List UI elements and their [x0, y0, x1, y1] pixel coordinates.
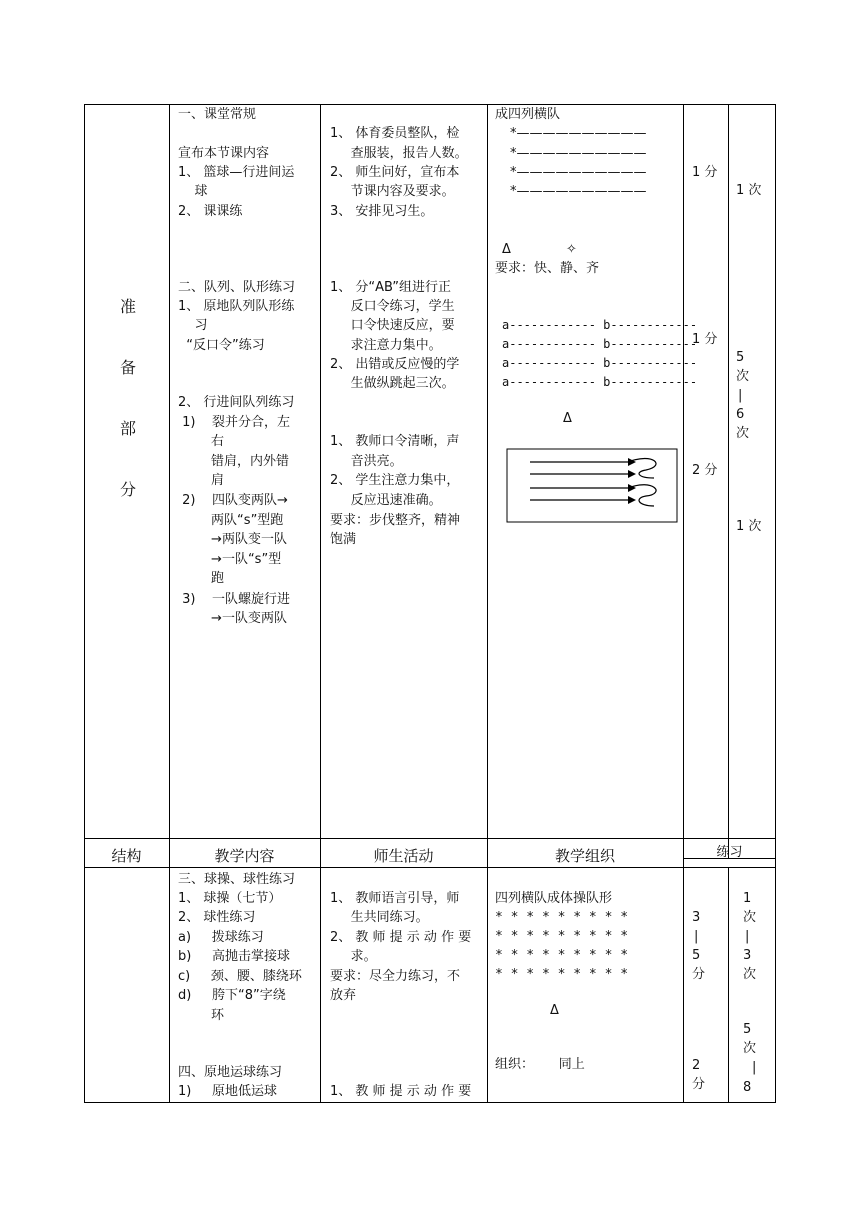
- activity-line: 1、 教师口令清晰，声: [330, 434, 460, 449]
- content-heading: 四、原地运球练习: [178, 1065, 283, 1080]
- time-value: 1 分: [692, 332, 718, 347]
- formation-row: *——————————: [510, 165, 647, 180]
- activity-line: 1、 教 师 提 示 动 作 要: [330, 1084, 472, 1099]
- content-line: 2、 课课练: [178, 204, 243, 219]
- content-line: 1、 球操（七节）: [178, 891, 282, 906]
- header-structure: 结构: [111, 847, 142, 865]
- formation-row: *——————————: [510, 184, 647, 199]
- formation-stars: * * * * * * * * *: [495, 967, 629, 982]
- col-divider: [728, 867, 729, 1103]
- content-line: 1) 裂并分合，左: [178, 415, 291, 430]
- time-value: 5: [692, 948, 701, 963]
- col-divider: [487, 104, 488, 1103]
- formation-stars: * * * * * * * * *: [495, 948, 629, 963]
- content-line: →两队变一队: [178, 532, 287, 547]
- ab-row: a------------ b------------: [502, 318, 698, 332]
- content-line: “反口令”练习: [178, 338, 265, 353]
- reps-value: 次: [736, 426, 750, 441]
- time-value: 分: [692, 1077, 706, 1092]
- reps-value: 1 次: [736, 519, 762, 534]
- activity-line: 音洪亮。: [330, 454, 403, 469]
- org-requirement: 要求：快、静、齐: [495, 261, 600, 276]
- activity-line: 2、 学生注意力集中，: [330, 473, 460, 488]
- ab-row: a------------ b------------: [502, 375, 698, 389]
- content-line: 1) 原地低运球: [178, 1084, 278, 1099]
- activity-line: 口令快速反应，要: [330, 318, 455, 333]
- table-row-divider: [84, 867, 776, 868]
- teacher-delta-symbol: Δ: [502, 242, 511, 257]
- activity-line: 生做纵跳起三次。: [330, 376, 455, 391]
- col-divider: [728, 104, 729, 858]
- content-line: 环: [178, 1008, 225, 1023]
- activity-line: 反应迅速准确。: [330, 493, 442, 508]
- header-content: 教学内容: [214, 847, 275, 865]
- formation-stars: * * * * * * * * *: [495, 929, 629, 944]
- table-row-divider: [84, 838, 776, 839]
- activity-line: 1、 分“AB”组进行正: [330, 280, 451, 295]
- content-line: b) 高抛击掌接球: [178, 949, 290, 964]
- time-value: 3: [692, 910, 701, 925]
- section-label-char: 分: [120, 480, 137, 499]
- content-line: 2、 行进间队列练习: [178, 395, 295, 410]
- activity-line: 2、 教 师 提 示 动 作 要: [330, 930, 472, 945]
- activity-line: 反口令练习，学生: [330, 299, 455, 314]
- org-line: 成四列横队: [495, 107, 561, 122]
- content-line: 2) 四队变两队→: [178, 493, 288, 508]
- section-label-char: 备: [120, 358, 137, 377]
- time-value: 2: [692, 1058, 701, 1073]
- reps-value: 次: [743, 967, 757, 982]
- content-heading: 一、课堂常规: [178, 107, 257, 122]
- content-line: 1、 原地队列队形练: [178, 299, 295, 314]
- diamond-symbol: ✧: [566, 242, 577, 257]
- time-value: 1 分: [692, 165, 718, 180]
- reps-value: 1: [743, 891, 752, 906]
- activity-line: 求注意力集中。: [330, 338, 442, 353]
- activity-line: 饱满: [330, 532, 357, 547]
- org-line: 组织： 同上: [495, 1057, 585, 1072]
- table-border-bottom: [84, 1102, 776, 1103]
- content-heading: 三、球操、球性练习: [178, 872, 296, 887]
- reps-value: 次: [743, 910, 757, 925]
- table-border-left: [84, 104, 85, 1103]
- content-line: 3) 一队螺旋行进: [178, 592, 291, 607]
- content-line: 2、 球性练习: [178, 910, 256, 925]
- content-line: 肩: [178, 473, 225, 488]
- formation-stars: * * * * * * * * *: [495, 910, 629, 925]
- reps-value: 1 次: [736, 183, 762, 198]
- section-label-char: 部: [120, 419, 137, 438]
- reps-value: 3: [743, 948, 752, 963]
- activity-line: 要求：尽全力练习，不: [330, 969, 461, 984]
- ab-row: a------------ b------------: [502, 356, 698, 370]
- activity-line: 节课内容及要求。: [330, 184, 455, 199]
- reps-value: |: [745, 929, 750, 944]
- reps-value: 次: [743, 1041, 757, 1056]
- table-border-right: [775, 104, 776, 1103]
- header-organization: 教学组织: [554, 847, 615, 865]
- activity-line: 3、 安排见习生。: [330, 204, 434, 219]
- time-value: 2 分: [692, 463, 718, 478]
- teacher-delta-symbol: Δ: [550, 1003, 559, 1018]
- content-line: 球: [178, 184, 208, 199]
- formation-row: *——————————: [510, 126, 647, 141]
- reps-value: 5: [736, 350, 745, 365]
- activity-line: 1、 体育委员整队，检: [330, 126, 460, 141]
- content-line: 两队“s”型跑: [178, 513, 284, 528]
- content-line: →一队“s”型: [178, 552, 282, 567]
- org-line: 四列横队成体操队形: [495, 891, 613, 906]
- teacher-delta-symbol: Δ: [563, 411, 572, 426]
- section-label-char: 准: [120, 297, 137, 316]
- header-activity: 师生活动: [373, 847, 434, 865]
- ab-row: a------------ b------------: [502, 337, 698, 351]
- header-practice: 练习: [716, 845, 743, 860]
- activity-line: 生共同练习。: [330, 910, 429, 925]
- content-line: 跑: [178, 571, 225, 586]
- time-value: 分: [692, 967, 706, 982]
- reps-value: 6: [736, 407, 745, 422]
- reps-value: |: [752, 1060, 757, 1075]
- content-line: d) 胯下“8”字绕: [178, 988, 286, 1003]
- activity-line: 求。: [330, 949, 377, 964]
- content-line: a) 拨球练习: [178, 930, 264, 945]
- content-line: c) 颈、腰、膝绕环: [178, 969, 302, 984]
- content-line: 错肩，内外错: [178, 454, 290, 469]
- activity-line: 查服装，报告人数。: [330, 146, 468, 161]
- activity-line: 要求：步伐整齐，精神: [330, 513, 461, 528]
- content-heading: 二、队列、队形练习: [178, 280, 296, 295]
- activity-line: 2、 师生问好，宣布本: [330, 165, 460, 180]
- activity-line: 放弃: [330, 988, 357, 1003]
- content-line: 习: [178, 318, 208, 333]
- reps-value: |: [738, 388, 743, 403]
- formation-row: *——————————: [510, 146, 647, 161]
- reps-value: 5: [743, 1022, 752, 1037]
- content-line: 右: [178, 434, 225, 449]
- activity-line: 2、 出错或反应慢的学: [330, 357, 460, 372]
- col-divider: [320, 104, 321, 1103]
- reps-value: 8: [743, 1080, 752, 1095]
- reps-value: 次: [736, 369, 750, 384]
- col-divider: [169, 104, 170, 1103]
- content-line: 1、 篮球—行进间运: [178, 165, 295, 180]
- col-divider: [683, 104, 684, 1103]
- activity-line: 1、 教师语言引导，师: [330, 891, 460, 906]
- movement-diagram: [506, 448, 678, 524]
- time-value: |: [694, 929, 699, 944]
- content-line: →一队变两队: [178, 611, 287, 626]
- content-line: 宣布本节课内容: [178, 146, 270, 161]
